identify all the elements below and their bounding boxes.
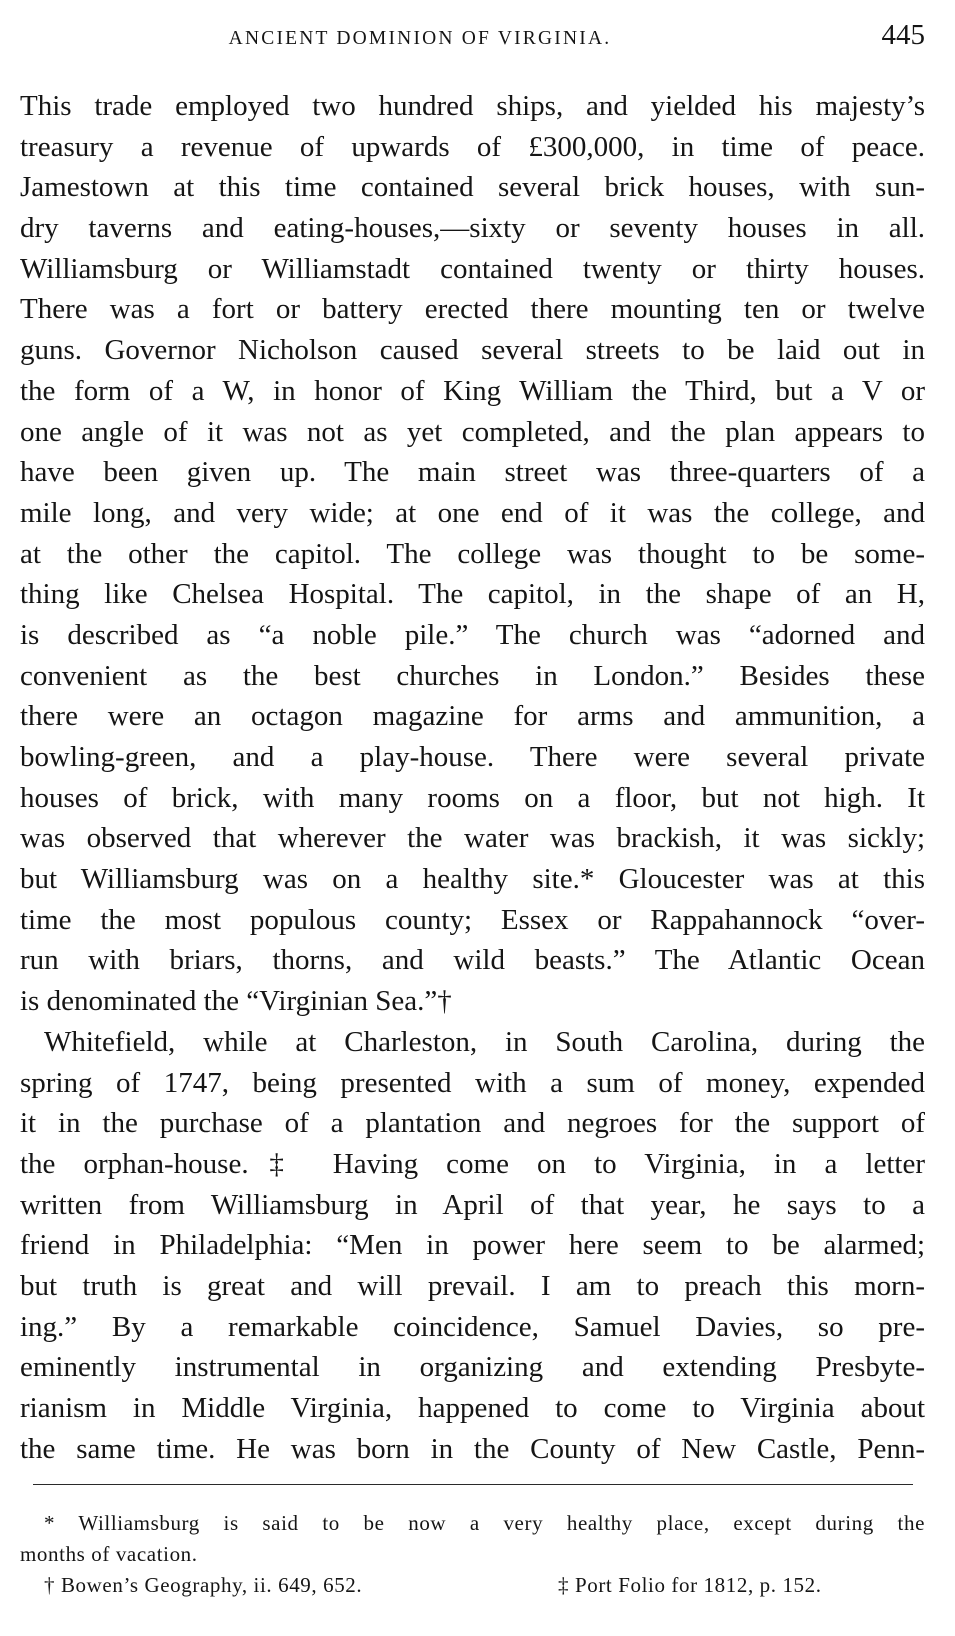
footnotes bbox=[20, 1508, 925, 1601]
text-line: guns. Governor Nicholson caused several streets to be laid out in bbox=[20, 334, 925, 367]
footnote-row bbox=[20, 1570, 925, 1601]
footnote-star: * Williamsburg is said to be now a very healthy place, except during the bbox=[44, 1511, 925, 1535]
text-line: written from Williamsburg in April of that year, he says to a bbox=[20, 1188, 925, 1221]
text-line: There was a fort or battery erected there mounting ten or twelve bbox=[20, 293, 925, 326]
page-number: 445 bbox=[881, 19, 925, 51]
text-line: treasury a revenue of upwards of £300,000, in time of peace. bbox=[20, 130, 925, 163]
text-line: This trade employed two hundred ships, and yielded his majesty’s bbox=[20, 90, 925, 122]
text-line: was observed that wherever the water was brackish, it was sickly; bbox=[20, 822, 925, 855]
running-title: ANCIENT DOMINION OF VIRGINIA. bbox=[228, 28, 612, 49]
footnote-double-dagger: ‡ Port Folio for 1812, p. 152. bbox=[558, 1573, 822, 1597]
text-line: is described as “a noble pile.” The church was “adorned and bbox=[20, 618, 925, 651]
text-line: mile long, and very wide; at one end of it was the college, and bbox=[20, 496, 925, 529]
text-line: but truth is great and will prevail. I am to preach this morn- bbox=[20, 1269, 925, 1302]
text-line: it in the purchase of a plantation and negroes for the support of bbox=[20, 1107, 925, 1140]
text-line: houses of brick, with many rooms on a floor, but not high. It bbox=[20, 781, 925, 814]
text-line: thing like Chelsea Hospital. The capitol, in the shape of an H, bbox=[20, 578, 925, 611]
text-line: spring of 1747, being presented with a sum of money, expended bbox=[20, 1066, 925, 1099]
footnote-star-continued: months of vacation. bbox=[20, 1542, 198, 1566]
text-line: rianism in Middle Virginia, happened to come to Virginia about bbox=[20, 1392, 925, 1424]
text-line: eminently instrumental in organizing and extending Presbyte- bbox=[20, 1351, 925, 1384]
paragraph-end-line: is denominated the “Virginian Sea.”† bbox=[20, 985, 452, 1018]
text-line: the orphan-house.‡ Having come on to Virginia, in a letter bbox=[20, 1147, 925, 1180]
paragraph-first-line: Whitefield, while at Charleston, in South Carolina, during the bbox=[44, 1025, 925, 1058]
text-line: dry taverns and eating-houses,—sixty or seventy houses in all. bbox=[20, 212, 925, 245]
text-line: there were an octagon magazine for arms and ammunition, a bbox=[20, 700, 925, 733]
text-line: run with briars, thorns, and wild beasts.” The Atlantic Ocean bbox=[20, 944, 925, 977]
text-line: Williamsburg or Williamstadt contained twenty or thirty houses. bbox=[20, 252, 925, 285]
text-line: convenient as the best churches in London.” Besides these bbox=[20, 659, 925, 692]
text-line: bowling-green, and a play-house. There were several private bbox=[20, 741, 925, 773]
text-line: have been given up. The main street was three-quarters of a bbox=[20, 456, 925, 489]
body-text bbox=[20, 86, 925, 1469]
text-line: time the most populous county; Essex or Rappahannock “over- bbox=[20, 903, 925, 936]
text-line: Jamestown at this time contained several brick houses, with sun- bbox=[20, 171, 925, 204]
text-line: ing.” By a remarkable coincidence, Samuel Davies, so pre- bbox=[20, 1310, 925, 1343]
footnote-divider bbox=[33, 1484, 913, 1485]
text-line: at the other the capitol. The college was thought to be some- bbox=[20, 537, 925, 570]
footnote-dagger: † Bowen’s Geography, ii. 649, 652. bbox=[44, 1573, 363, 1597]
text-line: but Williamsburg was on a healthy site.* Gloucester was at this bbox=[20, 863, 925, 896]
text-line: the same time. He was born in the County of New Castle, Penn- bbox=[20, 1432, 925, 1465]
text-line: friend in Philadelphia: “Men in power here seem to be alarmed; bbox=[20, 1229, 925, 1262]
text-line: one angle of it was not as yet completed, and the plan appears to bbox=[20, 415, 925, 448]
text-line: the form of a W, in honor of King William the Third, but a V or bbox=[20, 374, 925, 407]
running-head bbox=[20, 18, 925, 58]
